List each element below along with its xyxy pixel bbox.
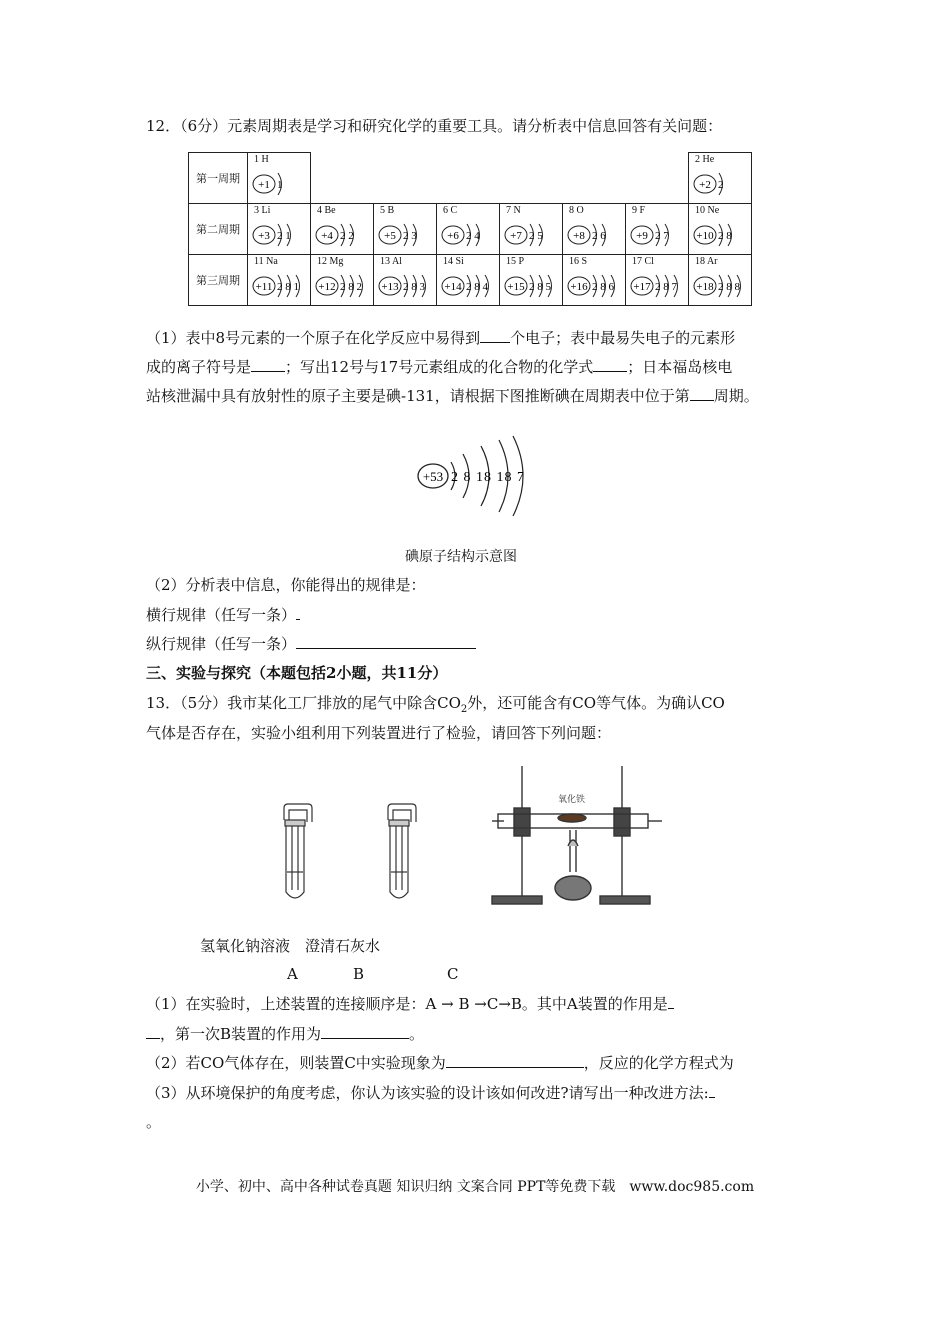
nucleus-charge: +4: [321, 230, 333, 242]
text: 13．（5分）我市某化工厂排放的尾气中除含CO: [146, 694, 461, 712]
text: （1）在实验时，上述装置的连接顺序是：A → B →C→B。其中A装置的作用是: [146, 995, 668, 1013]
atom-structure: [630, 218, 686, 252]
period-row: [189, 204, 752, 255]
nucleus-charge: +8: [573, 230, 585, 242]
atom-structure: [315, 269, 371, 303]
element-cell: [374, 204, 437, 255]
shell-electrons: 2 6: [592, 230, 606, 242]
answer-blank[interactable]: [146, 1024, 160, 1039]
atom-structure: [252, 218, 308, 252]
q12-col-rule: [146, 634, 476, 654]
nucleus-charge: +13: [381, 281, 399, 293]
element-cell: [500, 255, 563, 306]
nucleus-charge: +6: [447, 230, 459, 242]
atom-structure: [252, 167, 308, 201]
q12-header: 12．（6分）元素周期表是学习和研究化学的重要工具。请分析表中信息回答有关问题：: [146, 117, 723, 135]
iodine-caption: 碘原子结构示意图: [405, 549, 517, 565]
text: 。: [409, 1025, 425, 1043]
atom-structure: [504, 218, 560, 252]
element-cell: [248, 255, 311, 306]
label-b: B: [353, 965, 365, 983]
element-cell: [311, 204, 374, 255]
q12-part1-line1: [146, 328, 735, 348]
empty-cell: [374, 153, 437, 204]
answer-blank[interactable]: [251, 357, 285, 372]
shell-electrons: 2 7: [655, 230, 669, 242]
ferric-oxide-label: 氧化铁: [558, 795, 586, 805]
shell-electrons: 2 4: [466, 230, 480, 242]
period-label: 第二周期: [189, 204, 248, 255]
element-name: 11 Na: [254, 256, 278, 267]
element-cell: [689, 204, 752, 255]
q12-part1-line3: [146, 386, 759, 406]
nucleus-charge: +1: [258, 179, 270, 191]
nucleus-charge: +5: [384, 230, 396, 242]
nucleus-charge: +12: [318, 281, 336, 293]
period-row: [189, 153, 752, 204]
element-cell: [626, 204, 689, 255]
element-cell: [626, 255, 689, 306]
q13-sub2: [146, 1053, 734, 1073]
element-name: 12 Mg: [317, 256, 344, 267]
element-name: 7 N: [506, 205, 521, 216]
iodine-nucleus: +53: [422, 469, 444, 484]
atom-structure: [252, 269, 308, 303]
element-name: 2 He: [695, 154, 715, 165]
text: 站核泄漏中具有放射性的原子主要是碘-131，请根据下图推断碘在周期表中位于第: [146, 387, 690, 405]
text: （3）从环境保护的角度考虑，你认为该实验的设计该如何改进?请写出一种改进方法:: [146, 1084, 709, 1102]
atom-structure: [504, 269, 560, 303]
element-name: 14 Si: [443, 256, 464, 267]
nucleus-charge: +7: [510, 230, 522, 242]
element-name: 10 Ne: [695, 205, 720, 216]
text: 成的离子符号是: [146, 358, 252, 376]
element-name: 16 S: [569, 256, 588, 267]
atom-structure: [378, 218, 434, 252]
text: ，第一次B装置的作用为: [160, 1025, 322, 1043]
answer-blank[interactable]: [296, 605, 300, 620]
apparatus-diagram: [270, 762, 670, 912]
shell-electrons: 2 1: [277, 230, 291, 242]
text: ；写出12号与17号元素组成的化合物的化学式: [285, 358, 594, 376]
atom-structure: [567, 269, 623, 303]
q13-sub1-line2: [146, 1024, 424, 1044]
test-tube-b: [388, 804, 416, 898]
nucleus-charge: +9: [636, 230, 648, 242]
element-cell: [500, 204, 563, 255]
atom-structure: [693, 269, 749, 303]
apparatus-captions: 氢氧化钠溶液 澄清石灰水: [200, 937, 381, 955]
nucleus-charge: +10: [696, 230, 714, 242]
text: ；日本福岛核电: [627, 358, 733, 376]
shell-electrons: 2 8 8: [718, 281, 740, 293]
shell-electrons: 2 8 4: [466, 281, 488, 293]
element-cell: [374, 255, 437, 306]
q13-sub3: [146, 1083, 715, 1103]
atom-structure: [693, 218, 749, 252]
atom-structure: [693, 167, 749, 201]
period-label: 第三周期: [189, 255, 248, 306]
empty-cell: [626, 153, 689, 204]
element-name: 6 C: [443, 205, 458, 216]
empty-cell: [437, 153, 500, 204]
answer-blank[interactable]: [668, 994, 674, 1009]
element-name: 9 F: [632, 205, 646, 216]
empty-cell: [500, 153, 563, 204]
element-name: 13 Al: [380, 256, 402, 267]
shell-electrons: 2 2: [340, 230, 354, 242]
shell-electrons: 2 8 6: [592, 281, 614, 293]
atom-structure: [630, 269, 686, 303]
element-name: 18 Ar: [695, 256, 718, 267]
label-c: C: [447, 965, 459, 983]
test-tube-a: [284, 804, 312, 898]
shell-electrons: 2 8: [718, 230, 732, 242]
text: （2）若CO气体存在，则装置C中实验现象为: [146, 1054, 446, 1072]
q13-line2: 气体是否存在，实验小组利用下列装置进行了检验，请回答下列问题：: [146, 724, 612, 742]
answer-blank[interactable]: [480, 328, 510, 343]
period-row: [189, 255, 752, 306]
periodic-table: [188, 152, 752, 306]
nucleus-charge: +18: [696, 281, 714, 293]
nucleus-charge: +15: [507, 281, 525, 293]
answer-blank[interactable]: [321, 1024, 409, 1039]
section-3-title: 三、实验与探究（本题包括2小题，共11分）: [146, 664, 448, 682]
nucleus-charge: +2: [699, 179, 711, 191]
shell-electrons: 2 3: [403, 230, 417, 242]
label-a: A: [287, 965, 298, 983]
atom-structure: [315, 218, 371, 252]
text: （1）表中8号元素的一个原子在化学反应中易得到: [146, 329, 481, 347]
atom-structure: [441, 218, 497, 252]
shell-electrons: 1: [277, 179, 283, 191]
element-name: 8 O: [569, 205, 584, 216]
nucleus-charge: +11: [255, 281, 273, 293]
q13-sub3-end: 。: [146, 1113, 162, 1131]
iodine-atom-diagram: [405, 432, 540, 522]
element-cell: [437, 204, 500, 255]
element-cell: [248, 204, 311, 255]
element-cell: [689, 153, 752, 204]
element-cell: [437, 255, 500, 306]
nucleus-charge: +14: [444, 281, 462, 293]
nucleus-charge: +17: [633, 281, 651, 293]
element-name: 4 Be: [317, 205, 336, 216]
element-cell: [311, 255, 374, 306]
element-cell: [689, 255, 752, 306]
text: 个电子；表中最易失电子的元素形: [510, 329, 736, 347]
text: 纵行规律（任写一条）: [146, 635, 297, 653]
text: 横行规律（任写一条）: [146, 606, 297, 624]
page-footer: 小学、初中、高中各种试卷真题 知识归纳 文案合同 PPT等免费下载 www.doc985.com: [195, 1179, 755, 1195]
shell-electrons: 2 8 2: [340, 281, 362, 293]
nucleus-charge: +3: [258, 230, 270, 242]
element-name: 17 Cl: [632, 256, 654, 267]
text: 外，还可能含有CO等气体。为确认CO: [467, 694, 725, 712]
shell-electrons: 2 8 3: [403, 281, 425, 293]
shell-electrons: 2 8 5: [529, 281, 551, 293]
element-name: 3 Li: [254, 205, 271, 216]
element-cell: [563, 204, 626, 255]
q12-part1-line2: [146, 357, 732, 377]
answer-blank[interactable]: [296, 634, 476, 649]
answer-blank[interactable]: [690, 386, 714, 401]
shell-electrons: 2: [718, 179, 724, 191]
element-cell: [248, 153, 311, 204]
q12-part2: （2）分析表中信息，你能得出的规律是：: [146, 576, 426, 594]
atom-structure: [567, 218, 623, 252]
shell-electrons: 2 8 1: [277, 281, 299, 293]
element-name: 15 P: [506, 256, 525, 267]
atom-structure: [378, 269, 434, 303]
empty-cell: [563, 153, 626, 204]
period-label: 第一周期: [189, 153, 248, 204]
nucleus-charge: +16: [570, 281, 588, 293]
text: ，反应的化学方程式为: [583, 1054, 734, 1072]
empty-cell: [311, 153, 374, 204]
q12-row-rule: [146, 605, 300, 625]
element-name: 5 B: [380, 205, 395, 216]
iodine-shells: 2 8 18 18 7: [451, 470, 525, 485]
answer-blank[interactable]: [446, 1053, 584, 1068]
answer-blank[interactable]: [593, 357, 627, 372]
q13-sub1-line1: [146, 994, 674, 1014]
element-name: 1 H: [254, 154, 269, 165]
shell-electrons: 2 8 7: [655, 281, 677, 293]
answer-blank[interactable]: [709, 1083, 715, 1098]
apparatus-c: [492, 766, 662, 904]
q13-line1: [146, 693, 725, 720]
element-cell: [563, 255, 626, 306]
subscript: 2: [460, 704, 468, 715]
text: 周期。: [713, 387, 759, 405]
atom-structure: [441, 269, 497, 303]
shell-electrons: 2 5: [529, 230, 543, 242]
